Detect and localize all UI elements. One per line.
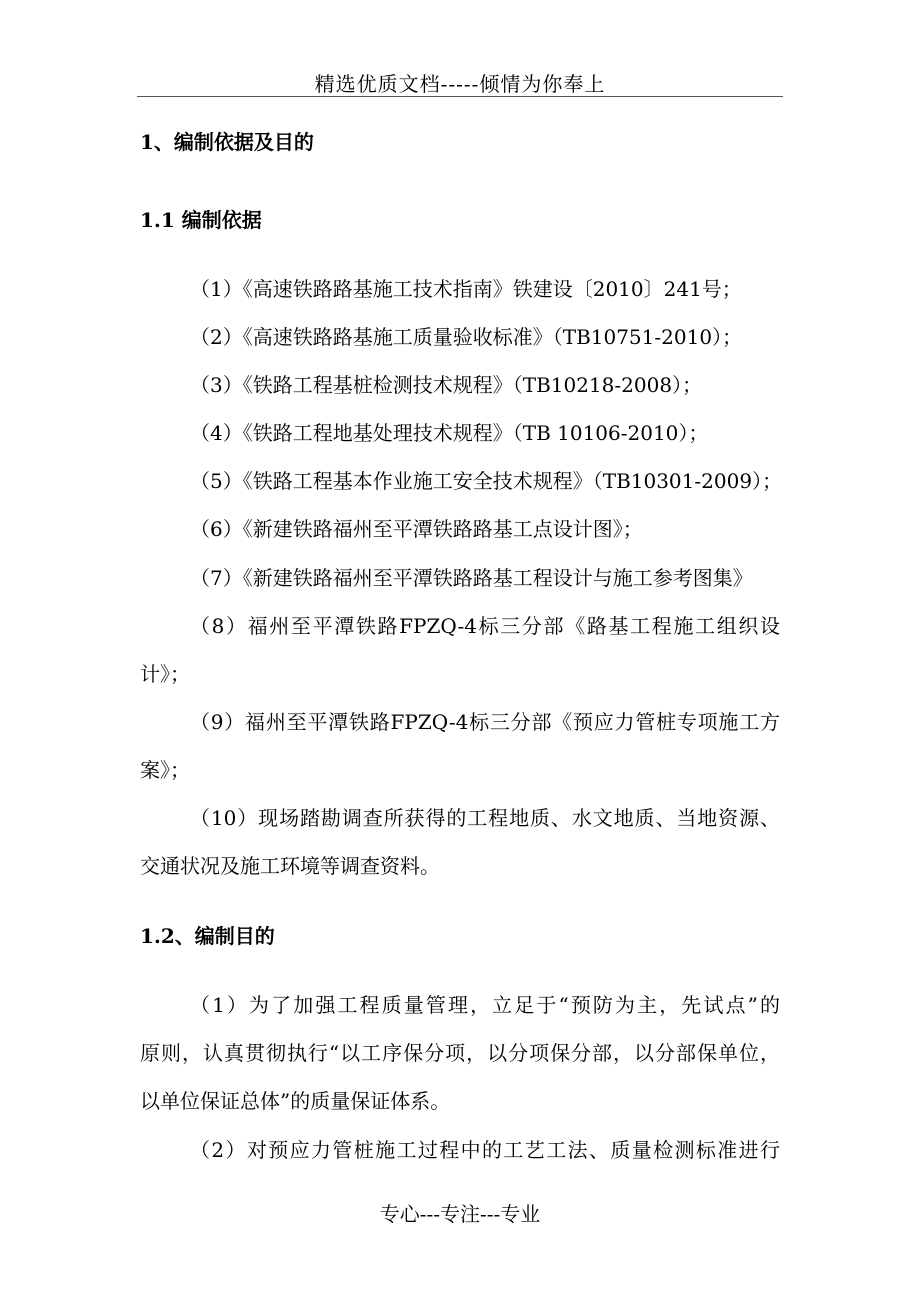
basis-item-9-cont: 案》；: [140, 758, 190, 782]
purpose-para-2-line-1: （2）对预应力管桩施工过程中的工艺工法、质量检测标准进行: [190, 1138, 780, 1162]
basis-item-10: （10）现场踏勘调查所获得的工程地质、水文地质、当地资源、: [190, 806, 780, 830]
basis-item-3: （3）《铁路工程基桩检测技术规程》（TB10218-2008）；: [190, 373, 703, 397]
basis-item-7: （7）《新建铁路福州至平潭铁路路基工程设计与施工参考图集》: [190, 566, 753, 590]
header-divider: [137, 96, 783, 97]
basis-item-4: （4）《铁路工程地基处理技术规程》（TB 10106-2010）；: [190, 421, 709, 445]
section-1-1-title: 1.1 编制依据: [140, 208, 262, 232]
page-header: 精选优质文档-----倾情为你奉上: [314, 72, 606, 96]
basis-item-5: （5）《铁路工程基本作业施工安全技术规程》（TB10301-2009）；: [190, 469, 783, 493]
page-footer: 专心---专注---专业: [379, 1202, 541, 1226]
basis-item-8: （8）福州至平潭铁路FPZQ-4标三分部《路基工程施工组织设: [190, 614, 780, 638]
purpose-para-1-line-1: （1）为了加强工程质量管理，立足于“预防为主，先试点”的: [190, 993, 780, 1017]
basis-item-8-cont: 计》；: [140, 662, 190, 686]
section-1-2-title: 1.2、编制目的: [140, 924, 275, 948]
basis-item-2: （2）《高速铁路路基施工质量验收标准》（TB10751-2010）；: [190, 325, 743, 349]
basis-item-10-cont: 交通状况及施工环境等调查资料。: [140, 854, 440, 878]
section-1-title: 1、编制依据及目的: [140, 130, 314, 154]
purpose-para-1-line-2: 原则，认真贯彻执行“以工序保分项，以分项保分部，以分部保单位，: [140, 1041, 780, 1065]
purpose-para-1-line-3: 以单位保证总体”的质量保证体系。: [140, 1089, 451, 1113]
basis-item-9: （9）福州至平潭铁路FPZQ-4标三分部《预应力管桩专项施工方: [190, 710, 780, 734]
basis-item-1: （1）《高速铁路路基施工技术指南》铁建设〔2010〕241号；: [190, 277, 742, 301]
basis-item-6: （6）《新建铁路福州至平潭铁路路基工点设计图》；: [190, 517, 643, 541]
